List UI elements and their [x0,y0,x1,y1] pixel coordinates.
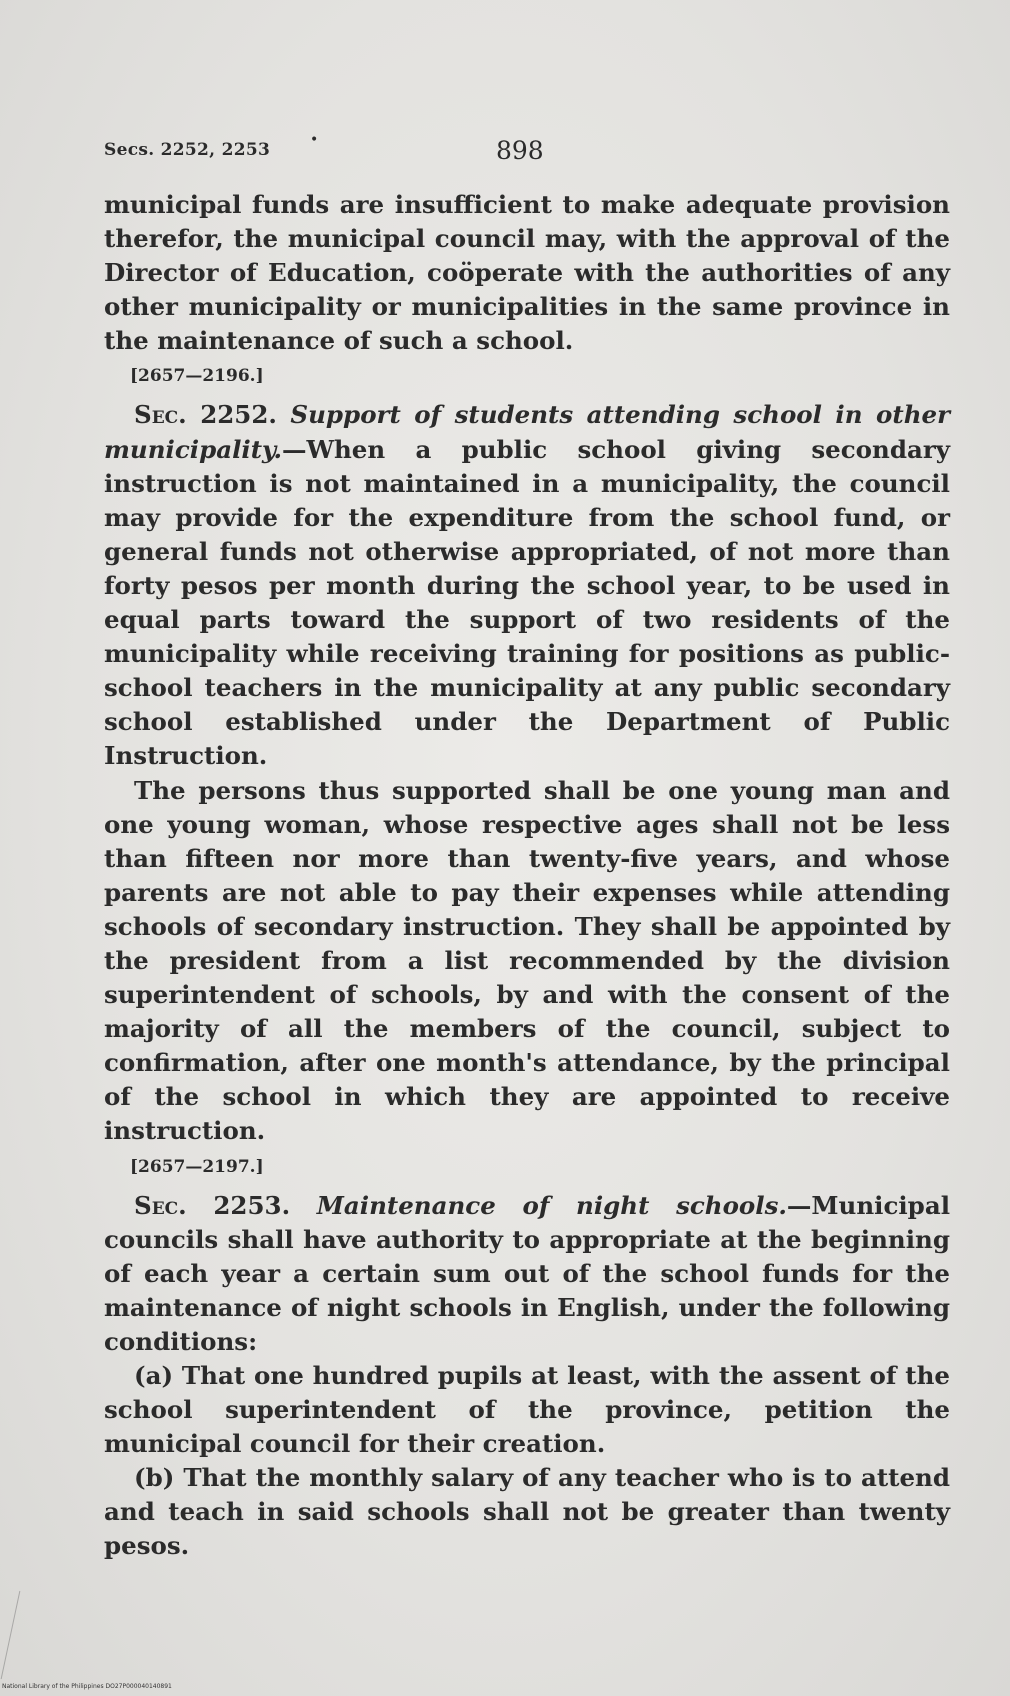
statute-reference: [2657—2196.] [130,366,264,387]
section-label: Sec. 2253. [134,1190,291,1220]
section-text: —Municipal councils shall have authority to appropriate at the beginning of each year a certain sum out of the school funds for the maintenance of night schools in English, under the following conditions: [104,1190,950,1356]
section-reference: Secs. 2252, 2253 [104,140,271,160]
page-number: 898 [496,136,544,165]
statute-reference: [2657—2197.] [130,1156,264,1177]
archive-stamp: National Library of the Philippines DO27P000040140891 [2,1683,172,1690]
paragraph-continuation: municipal funds are insufficient to make adequate provision therefor, the municipal council may, with the approval of the Director of Education, coöperate with the authorities of any other municipality or municipalities in the same province in the maintenance of such a school. [104,190,950,356]
list-item-b: (b) That the monthly salary of any teacher who is to attend and teach in said schools shall not be greater than twenty pesos. [104,1463,950,1561]
section-2252 [104,398,950,773]
section-catchline: Support of students attending school in other municipality. [104,400,950,464]
section-text: —When a public school giving secondary instruction is not maintained in a municipality, the council may provide for the expenditure from the school fund, or general funds not otherwise appropriated, of not more than forty pesos per month during the school year, to be used in equal parts toward the support of two residents of the municipality while receiving training for positions as public-school teachers in the municipality at any public secondary school established under the Department of Public Instruction. [104,434,950,771]
paragraph: The persons thus supported shall be one young man and one young woman, whose respective ages shall not be less than fifteen nor more than twenty-five years, and whose parents are not able to pay their expenses while attending schools of secondary instruction. They shall be appointed by the president from a list recommended by the division superintendent of schools, by and with the consent of the majority of all the members of the council, subject to confirmation, after one month's attendance, by the principal of the school in which they are appointed to receive instruction. [104,775,950,1146]
ink-dot: • [310,132,319,148]
scan-scratch [1,1591,21,1679]
list-item-a: (a) That one hundred pupils at least, with the assent of the school superintendent of the province, petition the municipal council for their creation. [104,1361,950,1459]
running-head [104,132,874,166]
section-label: Sec. 2252. [134,400,277,430]
section-2253 [104,1189,950,1359]
body-text [104,188,950,1564]
section-catchline: Maintenance of night schools. [316,1190,787,1220]
